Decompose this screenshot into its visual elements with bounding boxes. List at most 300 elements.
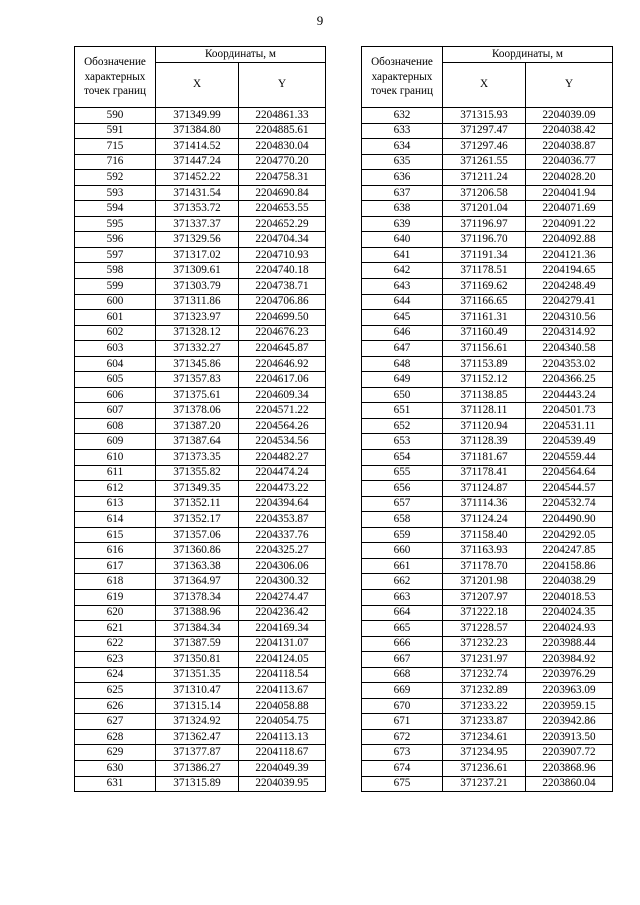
table-row (75, 247, 326, 263)
x-coordinate-cell: 371191.34 (443, 247, 526, 263)
x-coordinate-cell: 371181.67 (443, 450, 526, 466)
x-coordinate-cell: 371163.93 (443, 543, 526, 559)
point-id-cell: 646 (362, 325, 443, 341)
table-row (362, 636, 613, 652)
table-row (362, 310, 613, 326)
point-id-cell: 604 (75, 356, 156, 372)
point-id-cell: 672 (362, 729, 443, 745)
point-id-cell: 661 (362, 558, 443, 574)
table-row (362, 201, 613, 217)
table-row (75, 667, 326, 683)
x-coordinate-cell: 371452.22 (156, 170, 239, 186)
point-id-cell: 655 (362, 465, 443, 481)
point-id-cell: 600 (75, 294, 156, 310)
x-coordinate-cell: 371387.20 (156, 418, 239, 434)
x-coordinate-cell: 371353.72 (156, 201, 239, 217)
point-id-cell: 658 (362, 512, 443, 528)
table-row (362, 760, 613, 776)
x-coordinate-cell: 371349.35 (156, 481, 239, 497)
x-coordinate-cell: 371234.61 (443, 729, 526, 745)
x-coordinate-cell: 371228.57 (443, 621, 526, 637)
point-id-cell: 625 (75, 683, 156, 699)
point-id-cell: 615 (75, 527, 156, 543)
table-row (362, 465, 613, 481)
x-coordinate-cell: 371206.58 (443, 185, 526, 201)
point-id-cell: 670 (362, 698, 443, 714)
table-row (362, 605, 613, 621)
table-row (75, 652, 326, 668)
y-coordinate-cell: 2203868.96 (526, 760, 613, 776)
table-row (362, 341, 613, 357)
table-row (75, 481, 326, 497)
point-id-cell: 656 (362, 481, 443, 497)
point-id-cell: 611 (75, 465, 156, 481)
x-coordinate-cell: 371233.87 (443, 714, 526, 730)
point-id-cell: 621 (75, 621, 156, 637)
table-row (362, 574, 613, 590)
y-coordinate-cell: 2204092.88 (526, 232, 613, 248)
point-id-cell: 675 (362, 776, 443, 792)
x-coordinate-cell: 371362.47 (156, 729, 239, 745)
x-coordinate-cell: 371234.95 (443, 745, 526, 761)
y-coordinate-cell: 2204247.85 (526, 543, 613, 559)
table-row (75, 698, 326, 714)
point-id-cell: 674 (362, 760, 443, 776)
table-row (75, 108, 326, 124)
y-coordinate-cell: 2204024.93 (526, 621, 613, 637)
y-coordinate-cell: 2204353.02 (526, 356, 613, 372)
point-id-cell: 642 (362, 263, 443, 279)
x-coordinate-cell: 371431.54 (156, 185, 239, 201)
x-coordinate-cell: 371297.46 (443, 139, 526, 155)
x-coordinate-cell: 371357.06 (156, 527, 239, 543)
y-coordinate-cell: 2204482.27 (239, 450, 326, 466)
table-row (362, 387, 613, 403)
table-row (75, 325, 326, 341)
point-id-cell: 602 (75, 325, 156, 341)
x-coordinate-cell: 371377.87 (156, 745, 239, 761)
table-row (75, 496, 326, 512)
x-coordinate-cell: 371315.89 (156, 776, 239, 792)
table-row (362, 418, 613, 434)
point-id-cell: 634 (362, 139, 443, 155)
header-coordinates: Координаты, м (443, 47, 613, 63)
table-row (362, 279, 613, 295)
x-coordinate-cell: 371350.81 (156, 652, 239, 668)
y-coordinate-cell: 2204091.22 (526, 216, 613, 232)
y-coordinate-cell: 2204830.04 (239, 139, 326, 155)
x-coordinate-cell: 371310.47 (156, 683, 239, 699)
x-coordinate-cell: 371201.98 (443, 574, 526, 590)
table-row (362, 356, 613, 372)
point-id-cell: 651 (362, 403, 443, 419)
point-id-cell: 629 (75, 745, 156, 761)
point-id-cell: 630 (75, 760, 156, 776)
table-row (75, 232, 326, 248)
x-coordinate-cell: 371384.34 (156, 621, 239, 637)
point-id-cell: 671 (362, 714, 443, 730)
table-row (75, 170, 326, 186)
x-coordinate-cell: 371196.70 (443, 232, 526, 248)
x-coordinate-cell: 371378.34 (156, 589, 239, 605)
point-id-cell: 624 (75, 667, 156, 683)
x-coordinate-cell: 371360.86 (156, 543, 239, 559)
table-row (75, 574, 326, 590)
point-id-cell: 659 (362, 527, 443, 543)
table-row (362, 729, 613, 745)
table-row (362, 294, 613, 310)
y-coordinate-cell: 2203959.15 (526, 698, 613, 714)
point-id-cell: 631 (75, 776, 156, 792)
y-coordinate-cell: 2204113.67 (239, 683, 326, 699)
y-coordinate-cell: 2204337.76 (239, 527, 326, 543)
y-coordinate-cell: 2204394.64 (239, 496, 326, 512)
x-coordinate-cell: 371211.24 (443, 170, 526, 186)
table-row (362, 745, 613, 761)
y-coordinate-cell: 2204490.90 (526, 512, 613, 528)
y-coordinate-cell: 2204474.24 (239, 465, 326, 481)
x-coordinate-cell: 371352.17 (156, 512, 239, 528)
header-x: X (443, 63, 526, 108)
x-coordinate-cell: 371345.86 (156, 356, 239, 372)
point-id-cell: 618 (75, 574, 156, 590)
y-coordinate-cell: 2203976.29 (526, 667, 613, 683)
x-coordinate-cell: 371337.37 (156, 216, 239, 232)
x-coordinate-cell: 371231.97 (443, 652, 526, 668)
y-coordinate-cell: 2204041.94 (526, 185, 613, 201)
point-id-cell: 647 (362, 341, 443, 357)
point-id-cell: 648 (362, 356, 443, 372)
point-id-cell: 592 (75, 170, 156, 186)
x-coordinate-cell: 371114.36 (443, 496, 526, 512)
table-row (362, 434, 613, 450)
x-coordinate-cell: 371161.31 (443, 310, 526, 326)
y-coordinate-cell: 2204653.55 (239, 201, 326, 217)
y-coordinate-cell: 2204039.09 (526, 108, 613, 124)
table-row (362, 216, 613, 232)
y-coordinate-cell: 2204038.29 (526, 574, 613, 590)
table-row (75, 294, 326, 310)
x-coordinate-cell: 371196.97 (443, 216, 526, 232)
x-coordinate-cell: 371315.14 (156, 698, 239, 714)
table-row (362, 527, 613, 543)
x-coordinate-cell: 371237.21 (443, 776, 526, 792)
table-row (75, 310, 326, 326)
point-id-cell: 649 (362, 372, 443, 388)
y-coordinate-cell: 2204194.65 (526, 263, 613, 279)
table-row (75, 263, 326, 279)
y-coordinate-cell: 2204534.56 (239, 434, 326, 450)
point-id-cell: 622 (75, 636, 156, 652)
table-row (362, 247, 613, 263)
x-coordinate-cell: 371120.94 (443, 418, 526, 434)
table-row (75, 279, 326, 295)
x-coordinate-cell: 371378.06 (156, 403, 239, 419)
table-row (75, 776, 326, 792)
point-id-cell: 596 (75, 232, 156, 248)
y-coordinate-cell: 2204353.87 (239, 512, 326, 528)
table-row (75, 729, 326, 745)
x-coordinate-cell: 371138.85 (443, 387, 526, 403)
page-number: 9 (316, 13, 324, 28)
x-coordinate-cell: 371124.87 (443, 481, 526, 497)
y-coordinate-cell: 2204532.74 (526, 496, 613, 512)
table-row (362, 698, 613, 714)
point-id-cell: 668 (362, 667, 443, 683)
y-coordinate-cell: 2203907.72 (526, 745, 613, 761)
y-coordinate-cell: 2204676.23 (239, 325, 326, 341)
point-id-cell: 643 (362, 279, 443, 295)
x-coordinate-cell: 371315.93 (443, 108, 526, 124)
header-y: Y (239, 63, 326, 108)
x-coordinate-cell: 371124.24 (443, 512, 526, 528)
y-coordinate-cell: 2204473.22 (239, 481, 326, 497)
table-row (362, 543, 613, 559)
y-coordinate-cell: 2204274.47 (239, 589, 326, 605)
y-coordinate-cell: 2204652.29 (239, 216, 326, 232)
y-coordinate-cell: 2204248.49 (526, 279, 613, 295)
point-id-cell: 591 (75, 123, 156, 139)
x-coordinate-cell: 371387.59 (156, 636, 239, 652)
point-id-cell: 609 (75, 434, 156, 450)
x-coordinate-cell: 371355.82 (156, 465, 239, 481)
x-coordinate-cell: 371363.38 (156, 558, 239, 574)
y-coordinate-cell: 2204770.20 (239, 154, 326, 170)
point-id-cell: 673 (362, 745, 443, 761)
point-id-cell: 603 (75, 341, 156, 357)
point-id-cell: 597 (75, 247, 156, 263)
y-coordinate-cell: 2204609.34 (239, 387, 326, 403)
table-row (75, 543, 326, 559)
point-id-cell: 716 (75, 154, 156, 170)
header-coordinates: Координаты, м (156, 47, 326, 63)
table-row (75, 621, 326, 637)
x-coordinate-cell: 371332.27 (156, 341, 239, 357)
table-row (362, 667, 613, 683)
y-coordinate-cell: 2204124.05 (239, 652, 326, 668)
point-id-cell: 612 (75, 481, 156, 497)
y-coordinate-cell: 2204861.33 (239, 108, 326, 124)
y-coordinate-cell: 2204885.61 (239, 123, 326, 139)
point-id-cell: 654 (362, 450, 443, 466)
y-coordinate-cell: 2204740.18 (239, 263, 326, 279)
table-row (75, 372, 326, 388)
point-id-cell: 601 (75, 310, 156, 326)
point-id-cell: 616 (75, 543, 156, 559)
y-coordinate-cell: 2204531.11 (526, 418, 613, 434)
y-coordinate-cell: 2204690.84 (239, 185, 326, 201)
y-coordinate-cell: 2204704.34 (239, 232, 326, 248)
y-coordinate-cell: 2204121.36 (526, 247, 613, 263)
point-id-cell: 653 (362, 434, 443, 450)
y-coordinate-cell: 2204024.35 (526, 605, 613, 621)
table-row (75, 403, 326, 419)
table-row (75, 185, 326, 201)
table-row (75, 745, 326, 761)
x-coordinate-cell: 371207.97 (443, 589, 526, 605)
table-row (362, 185, 613, 201)
point-id-cell: 626 (75, 698, 156, 714)
table-row (75, 527, 326, 543)
table-row (362, 263, 613, 279)
table-row (75, 356, 326, 372)
x-coordinate-cell: 371232.89 (443, 683, 526, 699)
point-id-cell: 620 (75, 605, 156, 621)
y-coordinate-cell: 2203988.44 (526, 636, 613, 652)
y-coordinate-cell: 2204039.95 (239, 776, 326, 792)
point-id-cell: 595 (75, 216, 156, 232)
header-x: X (156, 63, 239, 108)
table-row (75, 450, 326, 466)
x-coordinate-cell: 371309.61 (156, 263, 239, 279)
x-coordinate-cell: 371386.27 (156, 760, 239, 776)
point-id-cell: 715 (75, 139, 156, 155)
point-id-cell: 632 (362, 108, 443, 124)
y-coordinate-cell: 2204699.50 (239, 310, 326, 326)
table-row (362, 372, 613, 388)
point-id-cell: 599 (75, 279, 156, 295)
point-id-cell: 606 (75, 387, 156, 403)
x-coordinate-cell: 371388.96 (156, 605, 239, 621)
table-row (75, 387, 326, 403)
table-row (75, 636, 326, 652)
table-row (75, 139, 326, 155)
table-row (75, 216, 326, 232)
table-row (362, 450, 613, 466)
point-id-cell: 593 (75, 185, 156, 201)
x-coordinate-cell: 371364.97 (156, 574, 239, 590)
y-coordinate-cell: 2204706.86 (239, 294, 326, 310)
x-coordinate-cell: 371329.56 (156, 232, 239, 248)
x-coordinate-cell: 371387.64 (156, 434, 239, 450)
table-row (75, 605, 326, 621)
y-coordinate-cell: 2204314.92 (526, 325, 613, 341)
y-coordinate-cell: 2203984.92 (526, 652, 613, 668)
y-coordinate-cell: 2204292.05 (526, 527, 613, 543)
y-coordinate-cell: 2203913.50 (526, 729, 613, 745)
x-coordinate-cell: 371201.04 (443, 201, 526, 217)
y-coordinate-cell: 2204340.58 (526, 341, 613, 357)
y-coordinate-cell: 2204501.73 (526, 403, 613, 419)
table-row (75, 589, 326, 605)
y-coordinate-cell: 2204758.31 (239, 170, 326, 186)
table-row (75, 714, 326, 730)
y-coordinate-cell: 2204038.87 (526, 139, 613, 155)
y-coordinate-cell: 2204236.42 (239, 605, 326, 621)
header-designation: Обозначение характерных точек границ (75, 47, 156, 108)
table-row (362, 481, 613, 497)
point-id-cell: 637 (362, 185, 443, 201)
y-coordinate-cell: 2204646.92 (239, 356, 326, 372)
x-coordinate-cell: 371232.74 (443, 667, 526, 683)
y-coordinate-cell: 2203963.09 (526, 683, 613, 699)
y-coordinate-cell: 2204071.69 (526, 201, 613, 217)
y-coordinate-cell: 2204113.13 (239, 729, 326, 745)
y-coordinate-cell: 2204366.25 (526, 372, 613, 388)
y-coordinate-cell: 2204571.22 (239, 403, 326, 419)
y-coordinate-cell: 2204018.53 (526, 589, 613, 605)
table-row (75, 418, 326, 434)
table-row (362, 776, 613, 792)
x-coordinate-cell: 371297.47 (443, 123, 526, 139)
point-id-cell: 662 (362, 574, 443, 590)
y-coordinate-cell: 2204054.75 (239, 714, 326, 730)
y-coordinate-cell: 2204617.06 (239, 372, 326, 388)
point-id-cell: 638 (362, 201, 443, 217)
table-row (75, 123, 326, 139)
x-coordinate-cell: 371178.41 (443, 465, 526, 481)
header-designation: Обозначение характерных точек границ (362, 47, 443, 108)
table-row (362, 683, 613, 699)
y-coordinate-cell: 2204279.41 (526, 294, 613, 310)
y-coordinate-cell: 2204710.93 (239, 247, 326, 263)
y-coordinate-cell: 2204310.56 (526, 310, 613, 326)
table-row (75, 558, 326, 574)
point-id-cell: 628 (75, 729, 156, 745)
point-id-cell: 627 (75, 714, 156, 730)
table-row (75, 201, 326, 217)
x-coordinate-cell: 371375.61 (156, 387, 239, 403)
point-id-cell: 594 (75, 201, 156, 217)
table-row (362, 232, 613, 248)
x-coordinate-cell: 371178.70 (443, 558, 526, 574)
y-coordinate-cell: 2204038.42 (526, 123, 613, 139)
x-coordinate-cell: 371178.51 (443, 263, 526, 279)
x-coordinate-cell: 371373.35 (156, 450, 239, 466)
x-coordinate-cell: 371166.65 (443, 294, 526, 310)
point-id-cell: 639 (362, 216, 443, 232)
table-row (75, 341, 326, 357)
table-row (362, 170, 613, 186)
table-row (75, 434, 326, 450)
x-coordinate-cell: 371232.23 (443, 636, 526, 652)
y-coordinate-cell: 2203860.04 (526, 776, 613, 792)
point-id-cell: 617 (75, 558, 156, 574)
x-coordinate-cell: 371160.49 (443, 325, 526, 341)
y-coordinate-cell: 2204158.86 (526, 558, 613, 574)
point-id-cell: 633 (362, 123, 443, 139)
table-row (362, 154, 613, 170)
point-id-cell: 652 (362, 418, 443, 434)
table-row (75, 760, 326, 776)
point-id-cell: 667 (362, 652, 443, 668)
point-id-cell: 665 (362, 621, 443, 637)
y-coordinate-cell: 2204118.54 (239, 667, 326, 683)
table-row (362, 714, 613, 730)
y-coordinate-cell: 2204300.32 (239, 574, 326, 590)
y-coordinate-cell: 2204325.27 (239, 543, 326, 559)
y-coordinate-cell: 2204539.49 (526, 434, 613, 450)
y-coordinate-cell: 2204544.57 (526, 481, 613, 497)
table-row (362, 496, 613, 512)
x-coordinate-cell: 371349.99 (156, 108, 239, 124)
point-id-cell: 619 (75, 589, 156, 605)
point-id-cell: 607 (75, 403, 156, 419)
header-y: Y (526, 63, 613, 108)
point-id-cell: 614 (75, 512, 156, 528)
y-coordinate-cell: 2204131.07 (239, 636, 326, 652)
y-coordinate-cell: 2204564.64 (526, 465, 613, 481)
point-id-cell: 598 (75, 263, 156, 279)
point-id-cell: 660 (362, 543, 443, 559)
point-id-cell: 590 (75, 108, 156, 124)
point-id-cell: 636 (362, 170, 443, 186)
x-coordinate-cell: 371414.52 (156, 139, 239, 155)
point-id-cell: 666 (362, 636, 443, 652)
table-row (362, 589, 613, 605)
x-coordinate-cell: 371158.40 (443, 527, 526, 543)
table-row (75, 154, 326, 170)
